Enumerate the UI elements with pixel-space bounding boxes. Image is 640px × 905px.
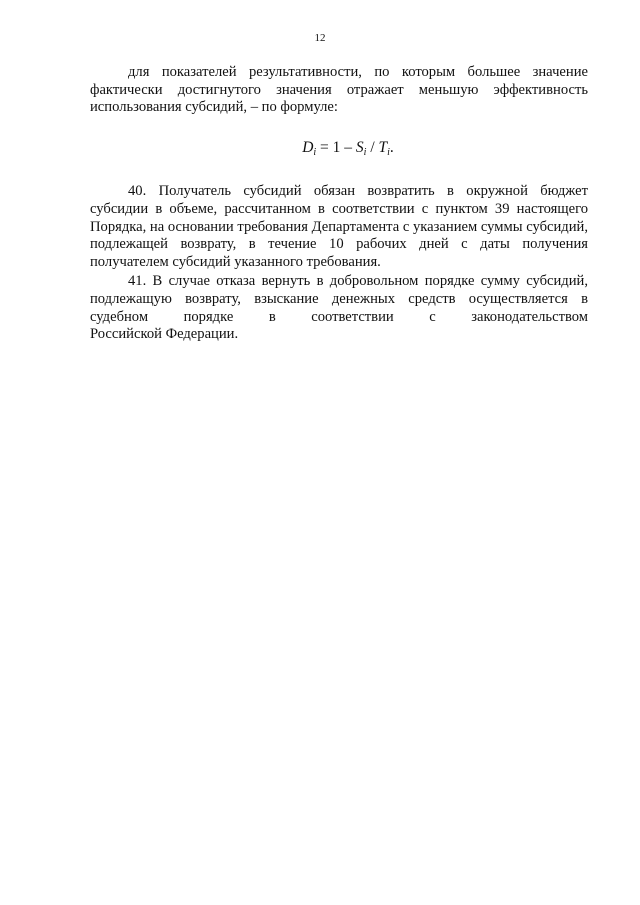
page-number: 12 [314, 32, 326, 44]
formula [90, 139, 588, 162]
formula-eq: = 1 – [316, 138, 356, 156]
formula-t-sub: i [387, 146, 390, 158]
formula-d-sub: i [313, 146, 317, 158]
formula-d: D [302, 138, 314, 156]
document-body [90, 64, 588, 344]
intro-paragraph: для показателей результативности, по которым большее значение фактически достигнутого значения отражает меньшую эффективность использования субсидий, – по формуле: [90, 64, 588, 116]
paragraph-41: 41. В случае отказа вернуть в добровольном порядке сумму субсидий, подлежащую возврату, взыскание денежных средств осуществляется в судебном порядке в соответствии с законодательством [90, 273, 588, 325]
formula-end: . [389, 138, 394, 156]
paragraph-40: 40. Получатель субсидий обязан возвратить в окружной бюджет субсидии в объеме, рассчитанном в соответствии с пунктом 39 настоящего Порядка, на основании требования Департамента с указанием суммы субсидий, подлежащей возврату, в течение 10 рабочих дней с даты получения получателем субсидий указанного требования. [90, 183, 588, 270]
formula-s: S [355, 138, 364, 156]
paragraph-41-tail: Российской Федерации. [90, 326, 239, 343]
formula-s-sub: i [363, 146, 367, 158]
formula-slash: / [366, 138, 379, 156]
formula-t: T [378, 138, 388, 156]
